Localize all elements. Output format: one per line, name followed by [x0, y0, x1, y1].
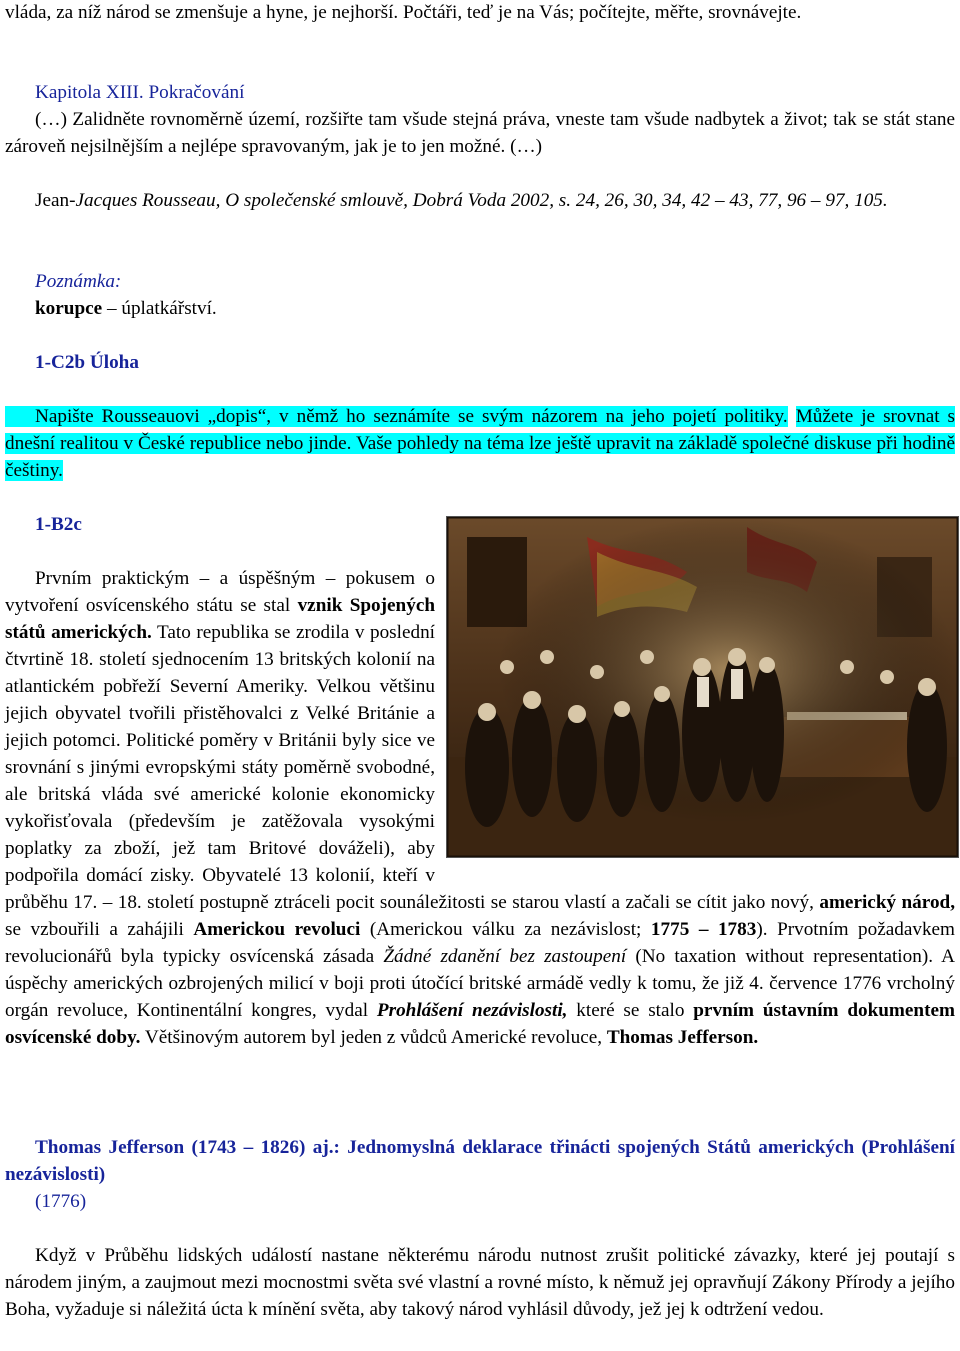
note-definition: korupce – úplatkářství. [35, 298, 217, 319]
task-c2b-heading: 1-C2b Úloha [35, 352, 139, 373]
jefferson-heading: Thomas Jefferson (1743 – 1826) aj.: Jednomyslná deklarace třinácti spojených Států amerických (Prohlášení nezávislosti) [5, 1137, 955, 1185]
declaration-paragraph: Když v Průběhu lidských událostí nastane některému národu nutnost zrušit politické závazky, které jej poutají s národem jiným, a zaujmout mezi mocnostmi světa své vlastní a rovné místo, k němuž jej opravňují Zákony Přírody a jejího Boha, vyžaduje si náležitá úcta k mínění světa, aby takový národ vyhlásil důvody, jež jej k odtržení vedou. [5, 1245, 955, 1320]
intro-text: vláda, za níž národ se zmenšuje a hyne, je nejhorší. Počtáři, teď je na Vás; počítejte, měřte, srovnávejte. [5, 2, 802, 23]
citation: Jean-Jacques Rousseau, O společenské smlouvě, Dobrá Voda 2002, s. 24, 26, 30, 34, 42 – 43, 77, 96 – 97, 105. [35, 190, 888, 211]
float-spacer [435, 565, 955, 863]
section-b2c-heading: 1-B2c [35, 514, 82, 535]
chapter-heading: Kapitola XIII. Pokračování [35, 82, 245, 103]
jefferson-year: (1776) [35, 1191, 87, 1212]
rousseau-quote: (…) Zalidněte rovnoměrně území, rozšiřte tam všude stejná práva, vneste tam všude nadbytek a život; tak se stát stane zároveň nejsilnějším a nejlépe spravovaným, jak je to jen možné. (…) [5, 109, 955, 157]
note-label: Poznámka: [35, 271, 122, 292]
task-c2b-text: Napište Rousseauovi „dopis“, v němž ho seznámíte se svým názorem na jeho pojetí politiky. Můžete je srovnat s dnešní realitou v České republice nebo jinde. Vaše pohledy na téma lze ještě upravit na základě společné diskuse při hodině češtiny. [5, 406, 956, 481]
b2c-paragraph: Prvním praktickým – a úspěšným – pokusem o vytvoření osvícenského státu se stal vznik Spojených států amerických. Tato republika se zrodila v poslední čtvrtině 18. století sjednocením 13 britských kolonií na atlantickém pobřeží Severní Ameriky. Velkou většinu jejich obyvatel tvořili přistěhovalci z Velké Británie a jejich potomci. Politické poměry v Británii byly sice ve srovnání s jinými evropskými státy poměrně svobodné, ale britská vláda své americké kolonie ekonomicky vykořisťovala (především je zatěžovala vysokými poplatky za zboží, jež tam Britové dováželi), aby podpořila domácí zisky. Obyvatelé 13 kolonií, kteří v průběhu 17. – 18. století postupně ztráceli pocit sounáležitosti se starou vlastí a začali se cítit jako nový, americký národ, se vzbouřili a zahájili Americkou revoluci (Americkou válku za nezávislost; 1775 – 1783). Prvotním požadavkem revolucionářů byla typicky osvícenská zásada Žádné zdanění bez zastoupení (No taxation without representation). A úspěchy amerických ozbrojených milicí v boji proti útočící britské armádě vedly k tomu, že již 4. července 1776 vrcholný orgán revoluce, Kontinentální kongres, vydal Prohlášení nezávislosti, které se stalo prvním ústavním dokumentem osvícenské doby. Většinovým autorem byl jeden z vůdců Americké revoluce, Thomas Jefferson. [5, 565, 955, 1051]
